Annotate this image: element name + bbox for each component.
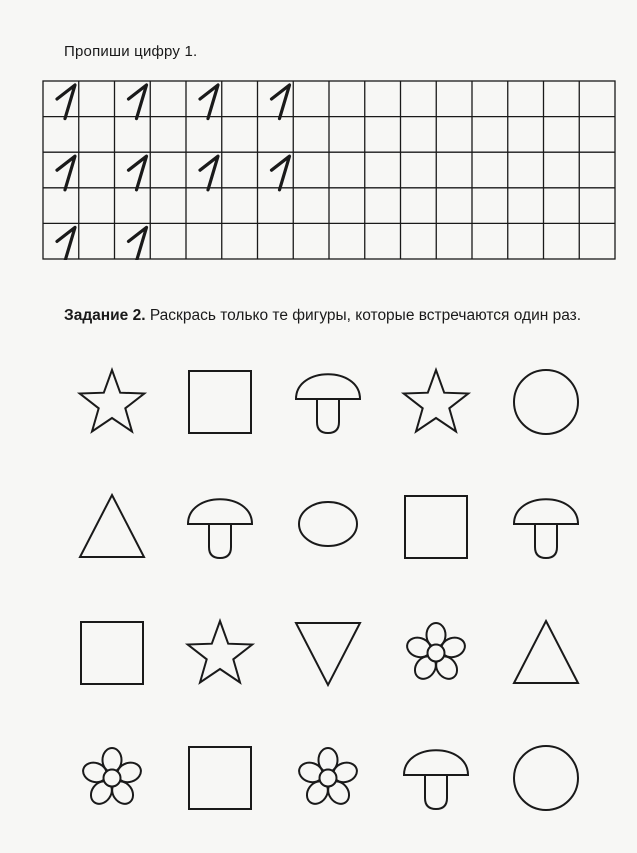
triangle-shape[interactable]: [80, 495, 144, 557]
triangle-shape[interactable]: [514, 621, 578, 683]
inverted-triangle-shape[interactable]: [296, 623, 360, 685]
ellipse-shape[interactable]: [299, 502, 357, 546]
flower-shape[interactable]: [405, 623, 468, 683]
square-shape[interactable]: [81, 622, 143, 684]
square-shape[interactable]: [189, 747, 251, 809]
mushroom-shape[interactable]: [296, 374, 360, 433]
mushroom-shape[interactable]: [188, 499, 252, 558]
square-shape[interactable]: [189, 371, 251, 433]
circle-shape[interactable]: [514, 746, 578, 810]
square-shape[interactable]: [405, 496, 467, 558]
star-shape[interactable]: [188, 621, 253, 683]
mushroom-shape[interactable]: [404, 750, 468, 809]
task2-label: Задание 2.: [64, 307, 146, 324]
flower-shape[interactable]: [81, 748, 144, 808]
star-shape[interactable]: [404, 370, 469, 432]
circle-shape[interactable]: [514, 370, 578, 434]
flower-shape[interactable]: [297, 748, 360, 808]
task1-title: Пропиши цифру 1.: [64, 43, 198, 60]
task2-text: Раскрась только те фигуры, которые встречаются один раз.: [149, 307, 582, 324]
mushroom-shape[interactable]: [514, 499, 578, 558]
star-shape[interactable]: [80, 370, 145, 432]
